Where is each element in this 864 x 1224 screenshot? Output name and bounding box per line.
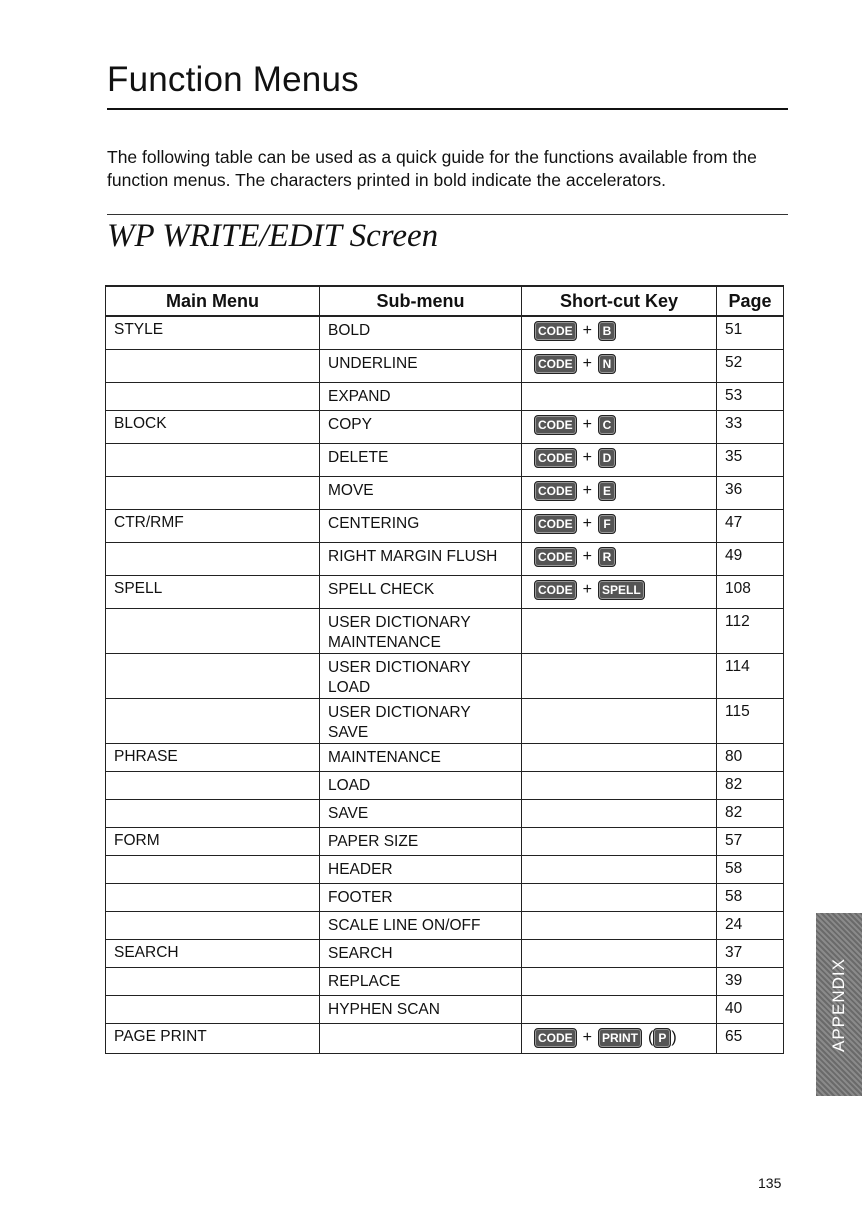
- plus-sign: +: [582, 448, 593, 466]
- cell-page: 80: [717, 743, 784, 771]
- code-key-icon: CODE: [534, 547, 577, 567]
- cell-main-menu: STYLE: [106, 316, 320, 349]
- cell-shortcut-key: [522, 349, 717, 382]
- plus-sign: +: [582, 354, 593, 372]
- cell-main-menu: [106, 476, 320, 509]
- cell-sub-menu: HYPHEN SCAN: [320, 995, 522, 1023]
- table-row: [106, 743, 784, 771]
- letter-key-icon: F: [598, 514, 616, 534]
- cell-page: 52: [717, 349, 784, 382]
- cell-shortcut-key: [522, 911, 717, 939]
- plus-sign: +: [582, 322, 593, 339]
- cell-page: 58: [717, 883, 784, 911]
- cell-shortcut-key: [522, 743, 717, 771]
- table-row: [106, 855, 784, 883]
- cell-main-menu: [106, 995, 320, 1023]
- table-row: [106, 653, 784, 698]
- cell-shortcut-key: [522, 410, 717, 443]
- letter-key-icon: D: [598, 448, 616, 468]
- table-row: [106, 698, 784, 743]
- cell-page: 35: [717, 443, 784, 476]
- cell-page: 65: [717, 1023, 784, 1053]
- cell-sub-menu: SCALE LINE ON/OFF: [320, 911, 522, 939]
- table-row: [106, 476, 784, 509]
- header-shortcut-key: Short-cut Key: [522, 286, 717, 316]
- cell-page: 37: [717, 939, 784, 967]
- appendix-tab: [816, 913, 862, 1096]
- plus-sign: +: [582, 415, 593, 433]
- cell-page: 58: [717, 855, 784, 883]
- cell-shortcut-key: [522, 608, 717, 653]
- cell-sub-menu: FOOTER: [320, 883, 522, 911]
- cell-main-menu: [106, 855, 320, 883]
- cell-shortcut-key: [522, 575, 717, 608]
- cell-main-menu: [106, 698, 320, 743]
- table-row: [106, 939, 784, 967]
- cell-main-menu: PAGE PRINT: [106, 1023, 320, 1053]
- table-row: [106, 883, 784, 911]
- cell-sub-menu: BOLD: [320, 316, 522, 349]
- page-number: 135: [758, 1175, 782, 1191]
- cell-shortcut-key: [522, 509, 717, 542]
- cell-page: 82: [717, 771, 784, 799]
- cell-sub-menu: USER DICTIONARY LOAD: [320, 653, 522, 698]
- cell-shortcut-key: [522, 995, 717, 1023]
- cell-sub-menu: HEADER: [320, 855, 522, 883]
- cell-sub-menu: MAINTENANCE: [320, 743, 522, 771]
- code-key-icon: CODE: [534, 321, 577, 341]
- print-key-icon: PRINT: [598, 1028, 642, 1048]
- cell-shortcut-key: [522, 382, 717, 410]
- cell-shortcut-key: [522, 698, 717, 743]
- cell-main-menu: [106, 608, 320, 653]
- cell-page: 112: [717, 608, 784, 653]
- table-row: [106, 542, 784, 575]
- table-row: [106, 1023, 784, 1053]
- plus-sign: +: [582, 580, 593, 598]
- cell-page: 82: [717, 799, 784, 827]
- cell-sub-menu: SEARCH: [320, 939, 522, 967]
- section-title: WP WRITE/EDIT Screen: [107, 218, 439, 254]
- cell-page: 51: [717, 316, 784, 349]
- cell-main-menu: PHRASE: [106, 743, 320, 771]
- title-rule: [107, 108, 788, 110]
- cell-page: 114: [717, 653, 784, 698]
- function-menu-table: [105, 285, 784, 1054]
- cell-main-menu: BLOCK: [106, 410, 320, 443]
- cell-sub-menu: MOVE: [320, 476, 522, 509]
- header-page: Page: [717, 286, 784, 316]
- cell-main-menu: [106, 771, 320, 799]
- cell-main-menu: [106, 382, 320, 410]
- cell-page: 24: [717, 911, 784, 939]
- paren-close: ): [671, 1028, 677, 1046]
- code-key-icon: CODE: [534, 580, 577, 600]
- cell-main-menu: FORM: [106, 827, 320, 855]
- cell-sub-menu: DELETE: [320, 443, 522, 476]
- table-row: [106, 382, 784, 410]
- letter-key-icon: C: [598, 415, 616, 435]
- cell-page: 40: [717, 995, 784, 1023]
- cell-page: 115: [717, 698, 784, 743]
- cell-sub-menu: REPLACE: [320, 967, 522, 995]
- cell-page: 39: [717, 967, 784, 995]
- letter-key-icon: R: [598, 547, 616, 567]
- cell-shortcut-key: [522, 1023, 717, 1053]
- letter-key-icon: E: [598, 481, 616, 501]
- appendix-tab-label: APPENDIX: [829, 957, 848, 1052]
- letter-key-icon: B: [598, 321, 616, 341]
- cell-shortcut-key: [522, 827, 717, 855]
- cell-shortcut-key: [522, 855, 717, 883]
- cell-main-menu: [106, 911, 320, 939]
- plus-sign: +: [582, 481, 593, 499]
- table-row: [106, 316, 784, 349]
- cell-main-menu: [106, 967, 320, 995]
- plus-sign: +: [582, 547, 593, 565]
- table-row: [106, 349, 784, 382]
- cell-main-menu: SEARCH: [106, 939, 320, 967]
- cell-main-menu: [106, 443, 320, 476]
- cell-main-menu: [106, 542, 320, 575]
- cell-shortcut-key: [522, 939, 717, 967]
- cell-shortcut-key: [522, 476, 717, 509]
- letter-key-icon: N: [598, 354, 616, 374]
- cell-main-menu: [106, 349, 320, 382]
- cell-page: 47: [717, 509, 784, 542]
- header-sub-menu: Sub-menu: [320, 286, 522, 316]
- cell-sub-menu: UNDERLINE: [320, 349, 522, 382]
- cell-shortcut-key: [522, 799, 717, 827]
- code-key-icon: CODE: [534, 481, 577, 501]
- page-title: Function Menus: [107, 60, 359, 99]
- cell-page: 49: [717, 542, 784, 575]
- cell-shortcut-key: [522, 967, 717, 995]
- code-key-icon: CODE: [534, 1028, 577, 1048]
- cell-page: 53: [717, 382, 784, 410]
- cell-main-menu: SPELL: [106, 575, 320, 608]
- cell-shortcut-key: [522, 883, 717, 911]
- p-key-icon: P: [653, 1028, 671, 1048]
- cell-page: 36: [717, 476, 784, 509]
- cell-sub-menu: PAPER SIZE: [320, 827, 522, 855]
- cell-page: 57: [717, 827, 784, 855]
- code-key-icon: CODE: [534, 354, 577, 374]
- cell-shortcut-key: [522, 653, 717, 698]
- cell-sub-menu: COPY: [320, 410, 522, 443]
- cell-sub-menu: USER DICTIONARY SAVE: [320, 698, 522, 743]
- table-row: [106, 827, 784, 855]
- plus-sign: +: [582, 1028, 593, 1046]
- header-main-menu: Main Menu: [106, 286, 320, 316]
- table-row: [106, 509, 784, 542]
- table-row: [106, 443, 784, 476]
- cell-sub-menu: [320, 1023, 522, 1053]
- paren-open: (: [648, 1028, 654, 1046]
- cell-shortcut-key: [522, 542, 717, 575]
- cell-shortcut-key: [522, 443, 717, 476]
- table-row: [106, 995, 784, 1023]
- cell-sub-menu: SPELL CHECK: [320, 575, 522, 608]
- cell-shortcut-key: [522, 771, 717, 799]
- code-key-icon: CODE: [534, 415, 577, 435]
- cell-main-menu: [106, 883, 320, 911]
- subtitle-rule: [107, 214, 788, 215]
- table-row: [106, 608, 784, 653]
- cell-page: 33: [717, 410, 784, 443]
- cell-sub-menu: SAVE: [320, 799, 522, 827]
- cell-main-menu: CTR/RMF: [106, 509, 320, 542]
- table-row: [106, 911, 784, 939]
- spell-key-icon: SPELL: [598, 580, 645, 600]
- cell-main-menu: [106, 799, 320, 827]
- table-row: [106, 575, 784, 608]
- cell-sub-menu: LOAD: [320, 771, 522, 799]
- table-header-row: [106, 286, 784, 316]
- table-row: [106, 771, 784, 799]
- cell-sub-menu: USER DICTIONARY MAINTENANCE: [320, 608, 522, 653]
- cell-main-menu: [106, 653, 320, 698]
- cell-page: 108: [717, 575, 784, 608]
- table-row: [106, 799, 784, 827]
- cell-sub-menu: CENTERING: [320, 509, 522, 542]
- code-key-icon: CODE: [534, 448, 577, 468]
- code-key-icon: CODE: [534, 514, 577, 534]
- table-row: [106, 967, 784, 995]
- cell-shortcut-key: [522, 316, 717, 349]
- cell-sub-menu: EXPAND: [320, 382, 522, 410]
- table-row: [106, 410, 784, 443]
- plus-sign: +: [582, 514, 593, 532]
- intro-paragraph: The following table can be used as a quick guide for the functions available from the function menus. The characters printed in bold indicate the accelerators.: [107, 147, 757, 190]
- cell-sub-menu: RIGHT MARGIN FLUSH: [320, 542, 522, 575]
